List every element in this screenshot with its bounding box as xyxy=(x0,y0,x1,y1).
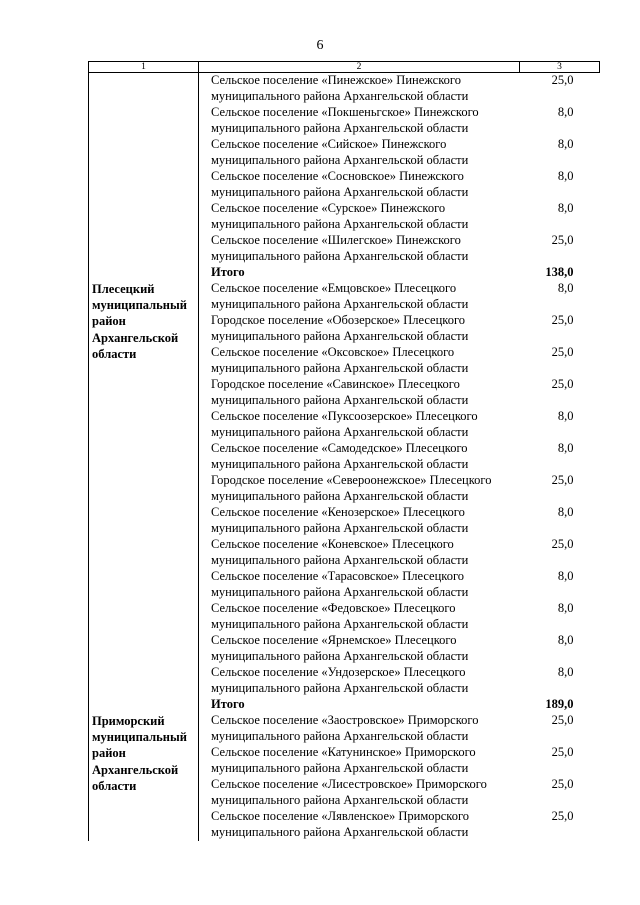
table-row xyxy=(89,137,600,169)
table-row xyxy=(89,105,600,137)
table-row xyxy=(89,201,600,233)
settlement-name: Сельское поселение «Шилегское» Пинежского муниципального района Архангельской области xyxy=(211,233,469,263)
settlement-name: Городское поселение «Североонежское» Плесецкого муниципального района Архангельской области xyxy=(211,473,492,503)
settlement-value: 8,0 xyxy=(557,441,574,455)
district-cell-empty xyxy=(89,169,199,201)
district-name: Приморский муниципальный район Архангельской области xyxy=(89,713,199,841)
total-row xyxy=(89,265,600,281)
page-number: 6 xyxy=(316,38,324,53)
settlement-value: 25,0 xyxy=(551,313,574,327)
settlement-name: Городское поселение «Савинское» Плесецкого муниципального района Архангельской области xyxy=(211,377,469,407)
settlement-name: Сельское поселение «Тарасовское» Плесецкого муниципального района Архангельской области xyxy=(211,569,469,599)
settlement-value: 8,0 xyxy=(557,569,574,583)
table-body xyxy=(89,73,600,842)
table-row xyxy=(89,73,600,106)
district-cell-empty xyxy=(89,105,199,137)
column-header-2: 2 xyxy=(199,62,520,73)
settlement-value: 8,0 xyxy=(557,601,574,615)
settlement-name: Сельское поселение «Ярнемское» Плесецкого муниципального района Архангельской области xyxy=(211,633,469,663)
settlement-value: 25,0 xyxy=(551,713,574,727)
settlement-value: 25,0 xyxy=(551,473,574,487)
settlement-name: Сельское поселение «Самодедское» Плесецкого муниципального района Архангельской области xyxy=(211,441,469,471)
settlement-value: 25,0 xyxy=(551,745,574,759)
settlement-name: Сельское поселение «Емцовское» Плесецкого муниципального района Архангельской области xyxy=(211,281,469,311)
table-row xyxy=(89,169,600,201)
column-header-1: 1 xyxy=(89,62,199,73)
district-cell-empty xyxy=(89,233,199,265)
settlement-name: Сельское поселение «Кенозерское» Плесецкого муниципального района Архангельской области xyxy=(211,505,469,535)
settlement-value: 8,0 xyxy=(557,281,574,295)
settlement-name: Сельское поселение «Федовское» Плесецкого муниципального района Архангельской области xyxy=(211,601,469,631)
settlement-value: 25,0 xyxy=(551,345,574,359)
table-row xyxy=(89,233,600,265)
settlement-name: Сельское поселение «Лявленское» Приморского муниципального района Архангельской области xyxy=(211,809,470,839)
settlement-value: 25,0 xyxy=(551,809,574,823)
table-row xyxy=(89,713,600,745)
district-cell-empty xyxy=(89,201,199,233)
settlement-value: 8,0 xyxy=(557,633,574,647)
allocation-table xyxy=(88,61,600,841)
settlement-value: 25,0 xyxy=(551,73,574,87)
settlement-value: 8,0 xyxy=(557,105,574,119)
settlement-name: Городское поселение «Обозерское» Плесецкого муниципального района Архангельской области xyxy=(211,313,469,343)
total-value: 189,0 xyxy=(545,697,574,711)
settlement-value: 8,0 xyxy=(557,137,574,151)
settlement-name: Сельское поселение «Покшеньгское» Пинежского муниципального района Архангельской области xyxy=(211,105,479,135)
settlement-name: Сельское поселение «Пинежское» Пинежского муниципального района Архангельской области xyxy=(211,73,469,103)
table-row xyxy=(89,281,600,313)
settlement-value: 8,0 xyxy=(557,505,574,519)
settlement-name: Сельское поселение «Сурское» Пинежского муниципального района Архангельской области xyxy=(211,201,469,231)
district-cell-empty xyxy=(89,265,199,281)
total-value: 138,0 xyxy=(545,265,574,279)
district-cell-empty xyxy=(89,73,199,106)
settlement-name: Сельское поселение «Сосновское» Пинежского муниципального района Архангельской области xyxy=(211,169,469,199)
district-name: Плесецкий муниципальный район Архангельской области xyxy=(89,281,199,713)
total-label: Итого xyxy=(211,697,245,711)
table-header xyxy=(89,62,600,73)
settlement-name: Сельское поселение «Оксовское» Плесецкого муниципального района Архангельской области xyxy=(211,345,469,375)
settlement-value: 8,0 xyxy=(557,169,574,183)
settlement-value: 25,0 xyxy=(551,233,574,247)
settlement-value: 8,0 xyxy=(557,201,574,215)
settlement-value: 25,0 xyxy=(551,377,574,391)
settlement-value: 8,0 xyxy=(557,665,574,679)
settlement-name: Сельское поселение «Заостровское» Приморского муниципального района Архангельской области xyxy=(211,713,479,743)
settlement-name: Сельское поселение «Ундозерское» Плесецкого муниципального района Архангельской области xyxy=(211,665,469,695)
district-cell-empty xyxy=(89,137,199,169)
settlement-name: Сельское поселение «Лисестровское» Приморского муниципального района Архангельской области xyxy=(211,777,487,807)
column-header-3: 3 xyxy=(520,62,600,73)
settlement-name: Сельское поселение «Сийское» Пинежского муниципального района Архангельской области xyxy=(211,137,469,167)
settlement-name: Сельское поселение «Коневское» Плесецкого муниципального района Архангельской области xyxy=(211,537,469,567)
settlement-value: 8,0 xyxy=(557,409,574,423)
settlement-value: 25,0 xyxy=(551,777,574,791)
total-label: Итого xyxy=(211,265,245,279)
settlement-name: Сельское поселение «Пуксоозерское» Плесецкого муниципального района Архангельской области xyxy=(211,409,478,439)
settlement-name: Сельское поселение «Катунинское» Приморского муниципального района Архангельской области xyxy=(211,745,476,775)
settlement-value: 25,0 xyxy=(551,537,574,551)
